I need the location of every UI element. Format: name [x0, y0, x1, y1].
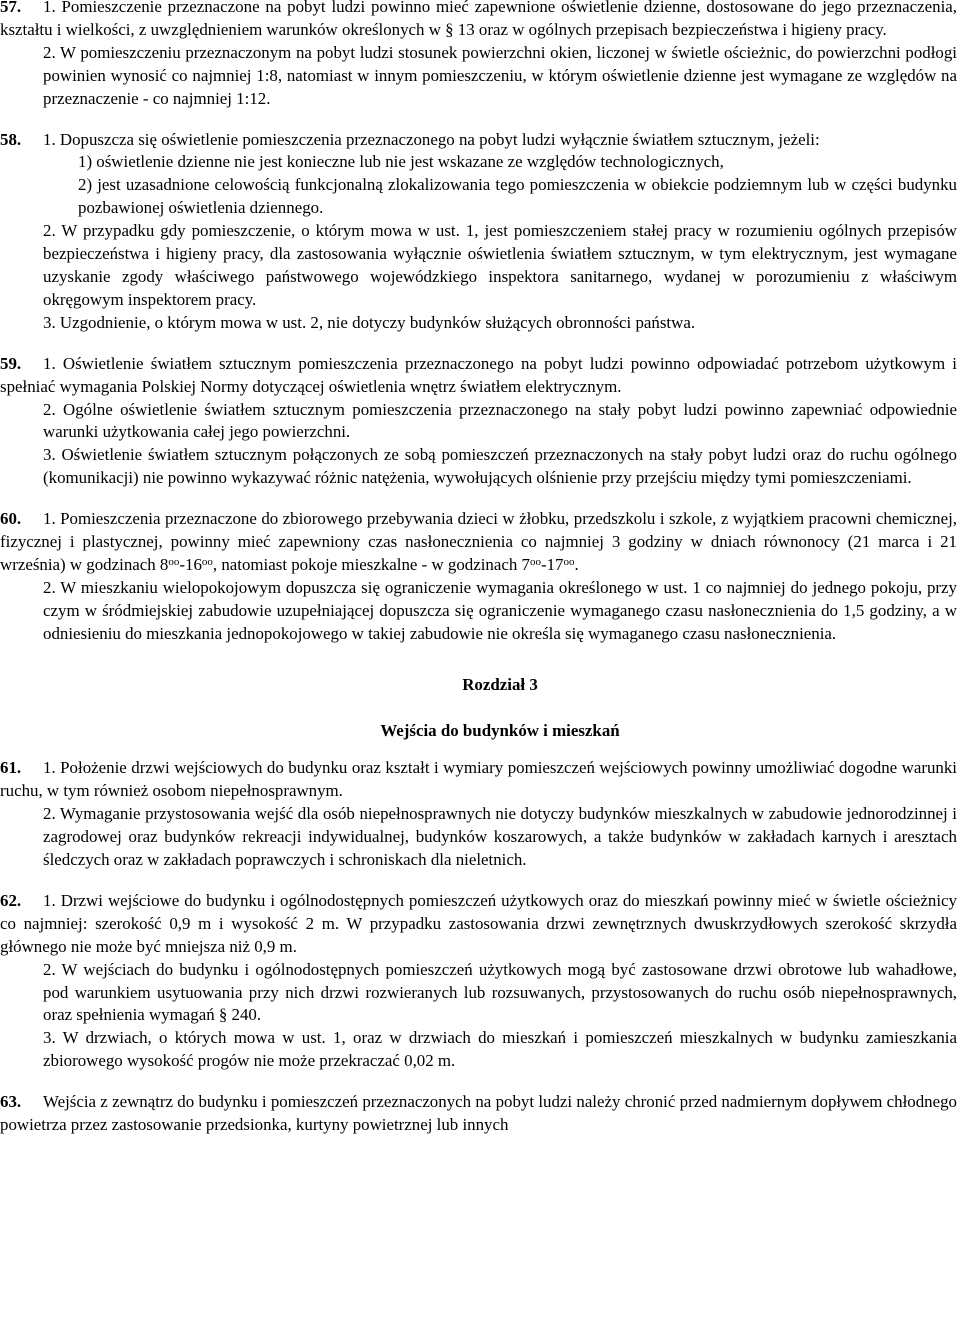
paragraph: 2. W mieszkaniu wielopokojowym dopuszcza się ograniczenie wymagania określonego w ust. 1 co najmniej do jednego pokoju, przy czym w śródmiejskiej zabudowie uzupełniającej dopuszcza się ograniczenie wymaganego czasu nasłonecznienia do 1,5 godziny, a w odniesieniu do mieszkania jednopokojowego w takiej zabudowie nie określa się wymaganego czasu nasłonecznienia.: [43, 577, 957, 643]
paragraph: 2. W wejściach do budynku i ogólnodostępnych pomieszczeń użytkowych mogą być zastosowane drzwi obrotowe lub wahadłowe, pod warunkiem usytuowania przy nich drzwi rozwieranych lub rozsuwanych, przystosowanych do ruchu osób niepełnosprawnych, oraz spełnienia wymagań § 240.: [43, 959, 957, 1025]
superscript: oo: [168, 555, 180, 568]
list-item: 2) jest uzasadnione celowością funkcjonalną zlokalizowania tego pomieszczenia w obiekcie podziemnym lub w części budynku pozbawionej oświetlenia dziennego.: [78, 175, 957, 218]
paragraph-text: -17: [540, 554, 564, 574]
paragraph: [0, 1091, 960, 1137]
section-58: [0, 129, 960, 335]
paragraph: 3. Oświetlenie światłem sztucznym połączonych ze sobą pomieszczeń przeznaczonych na stały pobyt ludzi oraz do ruchu ogólnego (komunikacji) nie powinno wykazywać różnic natężenia, wywołujących olśnienie przy przejściu między tymi pomieszczeniami.: [43, 445, 957, 488]
paragraph-text: 1. Oświetlenie światłem sztucznym pomieszczenia przeznaczonego na pobyt ludzi powinno odpowiadać potrzebom użytkowym i spełniać wymagania Polskiej Normy dotyczącej oświetlenia wnętrz światłem elektrycznym.: [0, 353, 957, 396]
chapter-label: Rozdział 3: [462, 674, 538, 694]
section-number: 61.: [0, 758, 22, 778]
paragraph-text: 1. Drzwi wejściowe do budynku i ogólnodostępnych pomieszczeń użytkowych oraz do mieszkań powinny mieć w świetle ościeżnicy co najmniej: szerokość 0,9 m i wysokość 2 m. W przypadku zastosowania drzwi zewnętrznych dwuskrzydłowych szerokość skrzydła głównego nie może być mniejsza niż 0,9 m.: [0, 890, 957, 956]
section-number: 59.: [0, 353, 22, 373]
list-item: 1) oświetlenie dzienne nie jest konieczne lub nie jest wskazane ze względów technologicznych,: [78, 152, 724, 172]
paragraph: [0, 890, 960, 959]
paragraph-text: , natomiast pokoje mieszkalne - w godzinach 7: [212, 554, 530, 574]
paragraph-text: -16: [179, 554, 202, 574]
section-number: 62.: [0, 890, 22, 910]
paragraph: [0, 353, 960, 399]
paragraph-text: 1. Położenie drzwi wejściowych do budynku oraz kształt i wymiary pomieszczeń wejściowych powinny umożliwiać dogodne warunki ruchu, w tym również osobom niepełnosprawnym.: [0, 758, 957, 801]
superscript: oo: [529, 555, 541, 568]
section-59: [0, 353, 960, 490]
superscript: oo: [201, 555, 213, 568]
paragraph-text: .: [574, 554, 579, 574]
paragraph-text: 1. Pomieszczenie przeznaczone na pobyt ludzi powinno mieć zapewnione oświetlenie dzienne, dostosowane do jego przeznaczenia, kształtu i wielkości, z uwzględnieniem warunków określonych w § 13 oraz w ogólnych przepisach bezpieczeństwa i higieny pracy.: [0, 0, 957, 39]
chapter-title: Wejścia do budynków i mieszkań: [380, 721, 620, 741]
paragraph-text: Wejścia z zewnątrz do budynku i pomieszczeń przeznaczonych na pobyt ludzi należy chronić przed nadmiernym dopływem chłodnego powietrza przez zastosowanie przedsionka, kurtyny powietrznej lub innych: [0, 1092, 957, 1135]
superscript: oo: [563, 555, 575, 568]
section-61: [0, 757, 960, 872]
paragraph: 2. W przypadku gdy pomieszczenie, o którym mowa w ust. 1, jest pomieszczeniem stałej pracy w rozumieniu ogólnych przepisów bezpieczeństwa i higieny pracy, dla zastosowania wyłącznie oświetlenia światłem sztucznym, w tym elektrycznym, jest wymagane uzyskanie zgody właściwego państwowego wojewódzkiego inspektora sanitarnego, wydanej w porozumieniu z właściwym okręgowym inspektorem pracy.: [43, 221, 957, 309]
section-62: [0, 890, 960, 1073]
paragraph: [0, 508, 960, 577]
section-number: 58.: [0, 129, 22, 149]
paragraph: 2. Wymaganie przystosowania wejść dla osób niepełnosprawnych nie dotyczy budynków mieszkalnych w zabudowie jednorodzinnej i zagrodowej oraz budynków rekreacji indywidualnej, budynków koszarowych, a także budynków w zakładach karnych i aresztach śledczych oraz w zakładach poprawczych i schroniskach dla nieletnich.: [43, 804, 957, 869]
section-number: 63.: [0, 1092, 22, 1112]
paragraph: 2. Ogólne oświetlenie światłem sztucznym pomieszczenia przeznaczonego na stały pobyt ludzi powinno zapewniać odpowiednie warunki użytkowania całej jego powierzchni.: [43, 399, 957, 442]
paragraph: 2. W pomieszczeniu przeznaczonym na pobyt ludzi stosunek powierzchni okien, liczonej w świetle ościeżnic, do powierzchni podłogi powinien wynosić co najmniej 1:8, natomiast w innym pomieszczeniu, w którym oświetlenie dzienne jest wymagane ze względów na przeznaczenie - co najmniej 1:12.: [43, 42, 957, 108]
paragraph: [0, 0, 960, 42]
paragraph-text: 1. Dopuszcza się oświetlenie pomieszczenia przeznaczonego na pobyt ludzi wyłącznie światłem sztucznym, jeżeli:: [43, 129, 820, 149]
paragraph-text: 1. Pomieszczenia przeznaczone do zbiorowego przebywania dzieci w żłobku, przedszkolu i szkole, z wyjątkiem pracowni chemicznej, fizycznej i plastycznej, powinny mieć zapewniony czas nasłonecznienia co najmniej 3 godziny w dniach równonocy (21 marca i 21 września) w godzinach 8: [0, 509, 957, 574]
section-number: 57.: [0, 0, 22, 16]
section-63: [0, 1091, 960, 1137]
section-60: [0, 508, 960, 645]
paragraph: [0, 757, 960, 803]
paragraph: [0, 129, 960, 152]
section-57: [0, 0, 960, 111]
paragraph: 3. Uzgodnienie, o którym mowa w ust. 2, nie dotyczy budynków służących obronności państwa.: [43, 312, 696, 332]
section-number: 60.: [0, 509, 22, 529]
paragraph: 3. W drzwiach, o których mowa w ust. 1, oraz w drzwiach do mieszkań i pomieszczeń mieszkalnych w budynku zamieszkania zbiorowego wysokość progów nie może przekraczać 0,02 m.: [43, 1028, 957, 1071]
